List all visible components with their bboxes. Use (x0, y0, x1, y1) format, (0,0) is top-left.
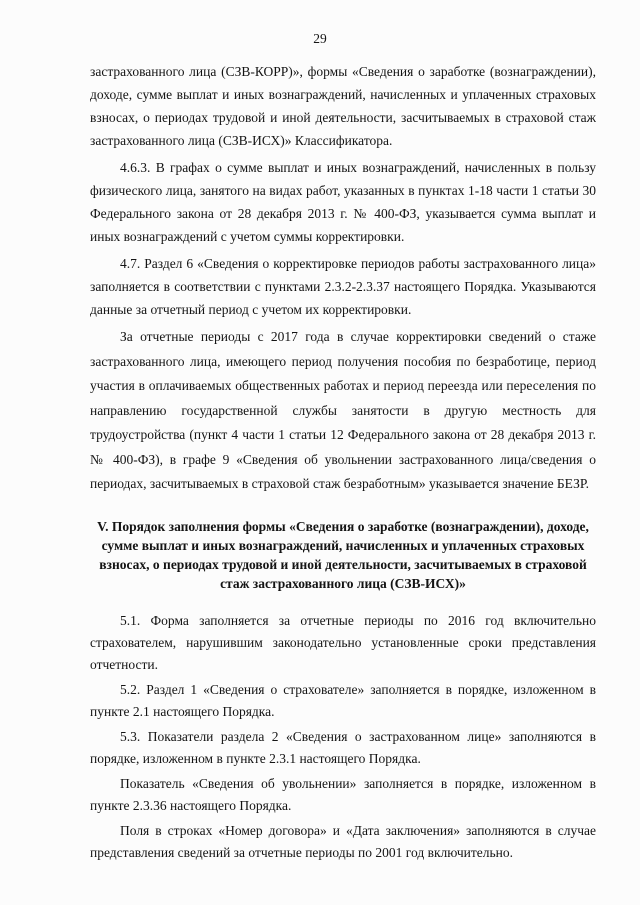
paragraph-dismissal-indicator: Показатель «Сведения об увольнении» заполняется в порядке, изложенном в пункте 2.3.36 настоящего Порядка. (90, 776, 596, 813)
document-body (90, 60, 596, 593)
section-v-body (90, 610, 596, 867)
paragraph-5-3: 5.3. Показатели раздела 2 «Сведения о застрахованном лице» заполняются в порядке, изложенном в пункте 2.3.1 настоящего Порядка. (90, 729, 596, 766)
paragraph-2017-periods: За отчетные периоды с 2017 года в случае корректировки сведений о стаже застрахованного лица, имеющего период получения пособия по безработице, период участия в оплачиваемых общественных работах и период переезда или переселения по направлению государственной службы занятости в другую местность для трудоустройства (пункт 4 части 1 статьи 12 Федерального закона от 28 декабря 2013 г. № 400-ФЗ), в графе 9 «Сведения об увольнении застрахованного лица/сведения о периодах, засчитываемых в страховой стаж безработным» указывается значение БЕЗР. (90, 329, 596, 491)
paragraph-4-7: 4.7. Раздел 6 «Сведения о корректировке периодов работы застрахованного лица» заполняется в соответствии с пунктами 2.3.2-2.3.37 настоящего Порядка. Указываются данные за отчетный период с учетом их корректировки. (90, 256, 596, 317)
paragraph-5-1: 5.1. Форма заполняется за отчетные периоды по 2016 год включительно страхователем, нарушившим законодательно установленные сроки представления отчетности. (90, 613, 596, 672)
paragraph-continuation: застрахованного лица (СЗВ-КОРР)», формы «Сведения о заработке (вознаграждении), доходе, сумме выплат и иных вознаграждений, начисленных и уплаченных страховых взносах, о периодах трудовой и иной деятельности, засчитываемых в страховой стаж застрахованного лица (СЗВ-ИСХ)» Классификатора. (90, 64, 596, 148)
paragraph-5-2: 5.2. Раздел 1 «Сведения о страхователе» заполняется в порядке, изложенном в пункте 2.1 настоящего Порядка. (90, 682, 596, 719)
section-v-heading: V. Порядок заполнения формы «Сведения о заработке (вознаграждении), доходе, сумме выплат и иных вознаграждений, начисленных и уплаченных страховых взносах, о периодах трудовой и иной деятельности, засчитываемых в страховой стаж застрахованного лица (СЗВ-ИСХ)» (97, 518, 589, 591)
page-number: 29 (313, 31, 327, 46)
paragraph-4-6-3: 4.6.3. В графах о сумме выплат и иных вознаграждений, начисленных в пользу физического лица, занятого на видах работ, указанных в пунктах 1-18 части 1 статьи 30 Федерального закона от 28 декабря 2013 г. № 400-ФЗ, указывается сумма выплат и иных вознаграждений с учетом суммы корректировки. (90, 160, 596, 244)
paragraph-contract-fields: Поля в строках «Номер договора» и «Дата заключения» заполняются в случае представления сведений за отчетные периоды по 2001 год включительно. (90, 823, 596, 860)
